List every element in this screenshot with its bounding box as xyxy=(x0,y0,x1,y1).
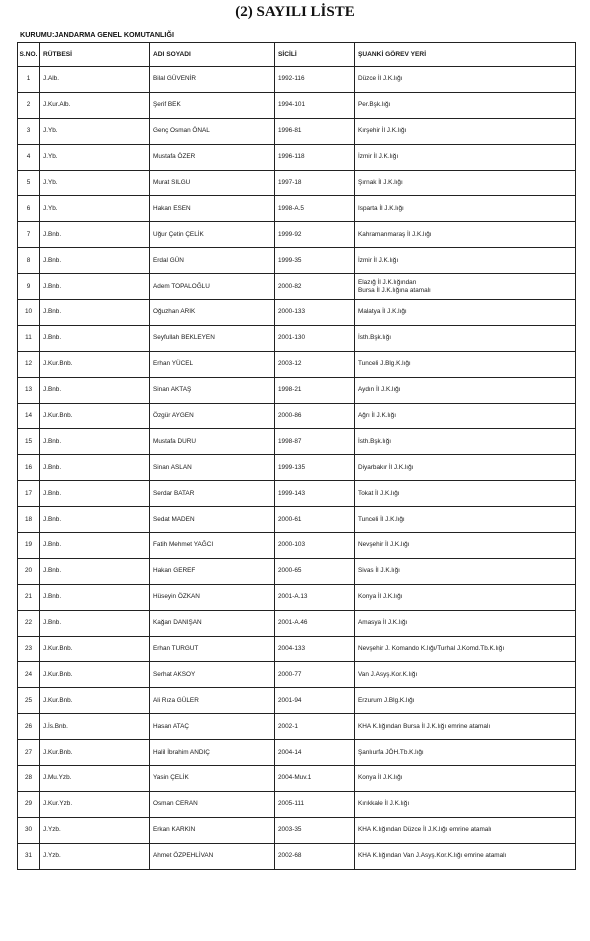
cell-sno: 6 xyxy=(18,196,40,222)
cell-registry: 2000-77 xyxy=(275,662,355,688)
cell-name: Fatih Mehmet YAĞCI xyxy=(150,533,275,559)
cell-position: Diyarbakır İl J.K.lığı xyxy=(355,455,576,481)
cell-name: Yasin ÇELİK xyxy=(150,766,275,792)
table-row xyxy=(18,67,576,93)
institution-label: KURUMU:JANDARMA GENEL KOMUTANLIĞI xyxy=(20,30,174,39)
cell-position: Van J.Asyş.Kor.K.lığı xyxy=(355,662,576,688)
cell-name: Ali Rıza GÜLER xyxy=(150,688,275,714)
cell-position: Isparta İl J.K.lığı xyxy=(355,196,576,222)
cell-registry: 2001-A.13 xyxy=(275,584,355,610)
table-row xyxy=(18,92,576,118)
cell-registry: 1998-21 xyxy=(275,377,355,403)
cell-name: Serdar BATAR xyxy=(150,481,275,507)
cell-sno: 3 xyxy=(18,118,40,144)
cell-sno: 26 xyxy=(18,714,40,740)
table-row xyxy=(18,222,576,248)
cell-registry: 1996-118 xyxy=(275,144,355,170)
cell-rank: J.Yb. xyxy=(40,144,150,170)
cell-sno: 24 xyxy=(18,662,40,688)
table-row xyxy=(18,325,576,351)
cell-sno: 1 xyxy=(18,67,40,93)
cell-name: Hasan ATAÇ xyxy=(150,714,275,740)
cell-position: KHA K.lığından Bursa İl J.K.lığı emrine atamalı xyxy=(355,714,576,740)
table-row xyxy=(18,558,576,584)
cell-sno: 5 xyxy=(18,170,40,196)
table-row xyxy=(18,791,576,817)
cell-position: Nevşehir J. Komando K.lığı/Turhal J.Komd.Tb.K.lığı xyxy=(355,636,576,662)
cell-sno: 21 xyxy=(18,584,40,610)
cell-rank: J.Bnb. xyxy=(40,558,150,584)
cell-sno: 8 xyxy=(18,248,40,274)
column-header-name: ADI SOYADI xyxy=(150,43,275,67)
table-row xyxy=(18,533,576,559)
table-row xyxy=(18,636,576,662)
table-row xyxy=(18,662,576,688)
cell-sno: 16 xyxy=(18,455,40,481)
cell-registry: 1998-A.5 xyxy=(275,196,355,222)
cell-sno: 2 xyxy=(18,92,40,118)
document-title: (2) SAYILI LİSTE xyxy=(235,4,355,20)
cell-registry: 2004-Muv.1 xyxy=(275,766,355,792)
cell-registry: 2004-133 xyxy=(275,636,355,662)
cell-rank: J.Bnb. xyxy=(40,429,150,455)
cell-registry: 2001-A.46 xyxy=(275,610,355,636)
cell-rank: J.Bnb. xyxy=(40,533,150,559)
table-row xyxy=(18,351,576,377)
cell-position: Sivas İl J.K.lığı xyxy=(355,558,576,584)
cell-name: Bilal GÜVENİR xyxy=(150,67,275,93)
cell-name: Oğuzhan ARIK xyxy=(150,300,275,326)
cell-sno: 30 xyxy=(18,817,40,843)
cell-sno: 23 xyxy=(18,636,40,662)
cell-registry: 2001-94 xyxy=(275,688,355,714)
cell-rank: J.Kur.Bnb. xyxy=(40,636,150,662)
cell-rank: J.Bnb. xyxy=(40,481,150,507)
cell-registry: 2002-68 xyxy=(275,843,355,869)
cell-rank: J.Bnb. xyxy=(40,222,150,248)
cell-position: Erzurum J.Blg.K.lığı xyxy=(355,688,576,714)
table-row xyxy=(18,300,576,326)
cell-name: Seyfullah BEKLEYEN xyxy=(150,325,275,351)
cell-registry: 2003-12 xyxy=(275,351,355,377)
cell-sno: 4 xyxy=(18,144,40,170)
cell-position: İsth.Bşk.lığı xyxy=(355,325,576,351)
cell-rank: J.Yb. xyxy=(40,196,150,222)
cell-name: Hakan ESEN xyxy=(150,196,275,222)
cell-position: Tunceli İl J.K.lığı xyxy=(355,507,576,533)
cell-sno: 9 xyxy=(18,274,40,300)
cell-rank: J.Bnb. xyxy=(40,300,150,326)
cell-registry: 2002-1 xyxy=(275,714,355,740)
cell-sno: 25 xyxy=(18,688,40,714)
cell-name: Murat SILGU xyxy=(150,170,275,196)
cell-rank: J.Yb. xyxy=(40,170,150,196)
table-row xyxy=(18,144,576,170)
cell-registry: 2005-111 xyxy=(275,791,355,817)
cell-registry: 1997-18 xyxy=(275,170,355,196)
cell-sno: 31 xyxy=(18,843,40,869)
cell-name: Hüseyin ÖZKAN xyxy=(150,584,275,610)
cell-sno: 15 xyxy=(18,429,40,455)
column-header-registry: SİCİLİ xyxy=(275,43,355,67)
cell-registry: 2000-133 xyxy=(275,300,355,326)
cell-registry: 1999-135 xyxy=(275,455,355,481)
cell-position: Şırnak İl J.K.lığı xyxy=(355,170,576,196)
cell-registry: 2004-14 xyxy=(275,740,355,766)
cell-registry: 2003-35 xyxy=(275,817,355,843)
cell-rank: J.Kur.Bnb. xyxy=(40,740,150,766)
cell-rank: J.Kur.Yzb. xyxy=(40,791,150,817)
cell-name: Kağan DANIŞAN xyxy=(150,610,275,636)
cell-rank: J.Yzb. xyxy=(40,817,150,843)
cell-name: Uğur Çetin ÇELİK xyxy=(150,222,275,248)
column-header-sno: S.NO. xyxy=(18,43,40,67)
cell-name: Sinan AKTAŞ xyxy=(150,377,275,403)
cell-sno: 27 xyxy=(18,740,40,766)
table-body xyxy=(18,67,576,870)
cell-sno: 12 xyxy=(18,351,40,377)
table-row xyxy=(18,429,576,455)
cell-sno: 13 xyxy=(18,377,40,403)
table-row xyxy=(18,507,576,533)
cell-position: Tunceli J.Blg.K.lığı xyxy=(355,351,576,377)
cell-name: Şerif BEK xyxy=(150,92,275,118)
cell-rank: J.Mu.Yzb. xyxy=(40,766,150,792)
cell-position: İzmir İl J.K.lığı xyxy=(355,144,576,170)
cell-registry: 1999-35 xyxy=(275,248,355,274)
cell-name: Erhan YÜCEL xyxy=(150,351,275,377)
cell-position: Kahramanmaraş İl J.K.lığı xyxy=(355,222,576,248)
cell-rank: J.İs.Bnb. xyxy=(40,714,150,740)
cell-sno: 20 xyxy=(18,558,40,584)
cell-name: Ahmet ÖZPEHLİVAN xyxy=(150,843,275,869)
table-row xyxy=(18,740,576,766)
cell-registry: 1992-116 xyxy=(275,67,355,93)
cell-position: Aydın İl J.K.lığı xyxy=(355,377,576,403)
cell-registry: 2000-61 xyxy=(275,507,355,533)
cell-position: Konya İl J.K.lığı xyxy=(355,766,576,792)
cell-position: Kırıkkale İl J.K.lığı xyxy=(355,791,576,817)
cell-rank: J.Bnb. xyxy=(40,584,150,610)
cell-name: Halil İbrahim ANDIÇ xyxy=(150,740,275,766)
cell-name: Adem TOPALOĞLU xyxy=(150,274,275,300)
table-row xyxy=(18,403,576,429)
cell-position: İsth.Bşk.lığı xyxy=(355,429,576,455)
cell-name: Osman CERAN xyxy=(150,791,275,817)
cell-position: Konya İl J.K.lığı xyxy=(355,584,576,610)
cell-position: Ağrı İl J.K.lığı xyxy=(355,403,576,429)
cell-position: İzmir İl J.K.lığı xyxy=(355,248,576,274)
cell-name: Mustafa ÖZER xyxy=(150,144,275,170)
cell-sno: 29 xyxy=(18,791,40,817)
cell-name: Sinan ASLAN xyxy=(150,455,275,481)
cell-rank: J.Kur.Bnb. xyxy=(40,688,150,714)
cell-sno: 14 xyxy=(18,403,40,429)
cell-name: Mustafa DURU xyxy=(150,429,275,455)
cell-registry: 1996-81 xyxy=(275,118,355,144)
personnel-table xyxy=(17,42,576,870)
table-row xyxy=(18,584,576,610)
cell-rank: J.Kur.Alb. xyxy=(40,92,150,118)
cell-name: Serhat AKSOY xyxy=(150,662,275,688)
cell-registry: 2000-103 xyxy=(275,533,355,559)
table-row xyxy=(18,714,576,740)
cell-rank: J.Bnb. xyxy=(40,610,150,636)
table-row xyxy=(18,688,576,714)
table-row xyxy=(18,170,576,196)
cell-rank: J.Bnb. xyxy=(40,455,150,481)
cell-registry: 2000-86 xyxy=(275,403,355,429)
cell-name: Özgür AYGEN xyxy=(150,403,275,429)
column-header-position: ŞUANKİ GÖREV YERİ xyxy=(355,43,576,67)
cell-rank: J.Bnb. xyxy=(40,377,150,403)
table-row xyxy=(18,481,576,507)
cell-rank: J.Kur.Bnb. xyxy=(40,662,150,688)
cell-position: Malatya İl J.K.lığı xyxy=(355,300,576,326)
table-header xyxy=(18,43,576,67)
cell-registry: 1999-143 xyxy=(275,481,355,507)
cell-rank: J.Yzb. xyxy=(40,843,150,869)
cell-rank: J.Bnb. xyxy=(40,507,150,533)
cell-name: Hakan GEREF xyxy=(150,558,275,584)
cell-name: Erdal GÜN xyxy=(150,248,275,274)
cell-sno: 17 xyxy=(18,481,40,507)
cell-position: Nevşehir İl J.K.lığı xyxy=(355,533,576,559)
cell-sno: 11 xyxy=(18,325,40,351)
cell-sno: 10 xyxy=(18,300,40,326)
cell-registry: 1994-101 xyxy=(275,92,355,118)
cell-position: Amasya İl J.K.lığı xyxy=(355,610,576,636)
cell-rank: J.Bnb. xyxy=(40,248,150,274)
table-row xyxy=(18,118,576,144)
table-row xyxy=(18,377,576,403)
table-row xyxy=(18,610,576,636)
cell-position: Per.Bşk.lığı xyxy=(355,92,576,118)
cell-name: Erhan TURGUT xyxy=(150,636,275,662)
cell-sno: 7 xyxy=(18,222,40,248)
cell-rank: J.Kur.Bnb. xyxy=(40,403,150,429)
cell-rank: J.Bnb. xyxy=(40,325,150,351)
cell-name: Sedat MADEN xyxy=(150,507,275,533)
cell-registry: 2000-65 xyxy=(275,558,355,584)
cell-name: Genç Osman ÖNAL xyxy=(150,118,275,144)
cell-position: Şanlıurfa JÖH.Tb.K.lığı xyxy=(355,740,576,766)
cell-position: Tokat İl J.K.lığı xyxy=(355,481,576,507)
header-row xyxy=(18,43,576,67)
cell-rank: J.Alb. xyxy=(40,67,150,93)
cell-position: Elazığ İl J.K.lığından Bursa İl J.K.lığına atamalı xyxy=(355,274,576,300)
table-row xyxy=(18,843,576,869)
cell-rank: J.Yb. xyxy=(40,118,150,144)
table-row xyxy=(18,455,576,481)
cell-registry: 1998-87 xyxy=(275,429,355,455)
cell-position: Kırşehir İl J.K.lığı xyxy=(355,118,576,144)
cell-name: Erkan KARKIN xyxy=(150,817,275,843)
cell-rank: J.Bnb. xyxy=(40,274,150,300)
cell-sno: 28 xyxy=(18,766,40,792)
table-row xyxy=(18,817,576,843)
cell-registry: 1999-92 xyxy=(275,222,355,248)
cell-registry: 2001-130 xyxy=(275,325,355,351)
table-row xyxy=(18,196,576,222)
cell-sno: 22 xyxy=(18,610,40,636)
cell-sno: 18 xyxy=(18,507,40,533)
cell-position: KHA K.lığından Düzce İl J.K.lığı emrine atamalı xyxy=(355,817,576,843)
table-row xyxy=(18,248,576,274)
column-header-rank: RÜTBESİ xyxy=(40,43,150,67)
cell-position: KHA K.lığından Van J.Asyş.Kor.K.lığı emrine atamalı xyxy=(355,843,576,869)
table-row xyxy=(18,766,576,792)
table-row xyxy=(18,274,576,300)
cell-registry: 2000-82 xyxy=(275,274,355,300)
cell-position: Düzce İl J.K.lığı xyxy=(355,67,576,93)
cell-rank: J.Kur.Bnb. xyxy=(40,351,150,377)
cell-sno: 19 xyxy=(18,533,40,559)
